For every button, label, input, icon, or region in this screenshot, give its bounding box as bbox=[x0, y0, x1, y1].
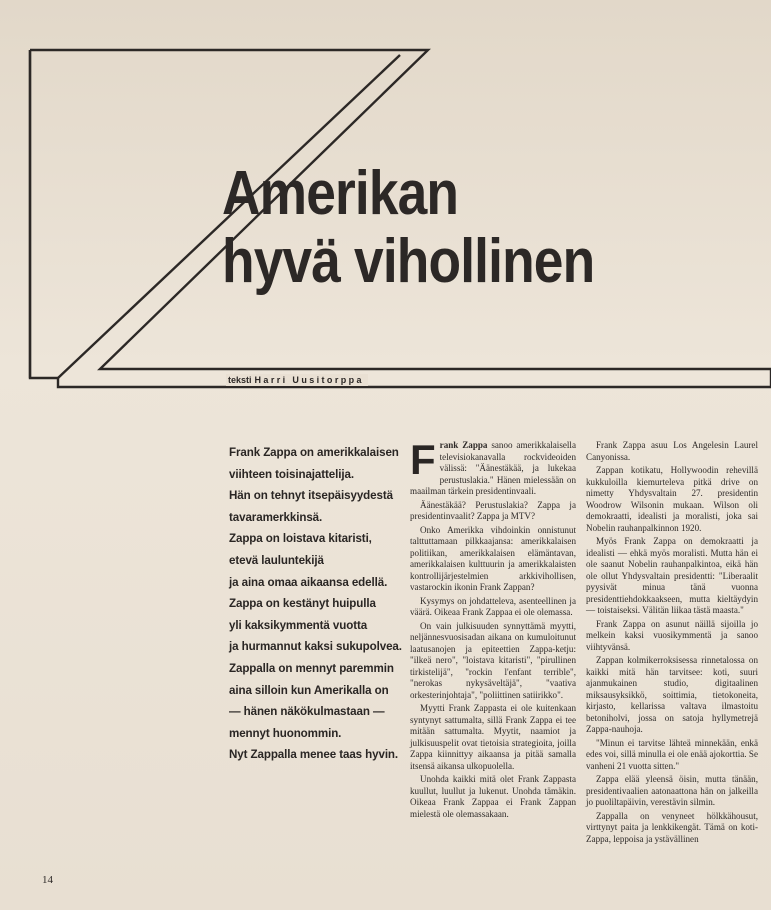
lead-text: sanoo amerikkalaisella televisiokanavalla rockvideoiden välissä: "Äänestäkää, ja lukekaa perustuslakia." Hänen mielessään on maailman tärkein presidentinvaali. bbox=[410, 440, 576, 496]
intro-line: etevä lauluntekijä bbox=[229, 553, 324, 567]
title-line-2: hyvä vihollinen bbox=[222, 227, 595, 296]
byline bbox=[226, 374, 368, 386]
body-paragraph: Myös Frank Zappa on demokraatti ja idealisti — ehkä myös moralisti. Mutta hän ei ole saanut Nobelin rauhanpalkintoa, eikä hän ole ollut Yhdysvaltain presidentti: "Liberaalit pyysivät minua tänä vuonna presidenttiehdokkaakseen, mutta kieltäydyin — toistaiseksi. Välitän liikaa tästä maasta." bbox=[586, 536, 758, 615]
body-paragraph: Myytti Frank Zappasta ei ole kuitenkaan syntynyt sattumalta, sillä Frank Zappa ei tee mitään sattumalta. Myytit, naamiot ja julkisuuspelit ovat tietoisia strategioita, joilla Zappa kiinnittyy aikaansa ja pitää samalla itsensä aikansa ulkopuolella. bbox=[410, 703, 576, 771]
intro-line: tavaramerkkinsä. bbox=[229, 510, 323, 524]
body-paragraph: Frank Zappa asuu Los Angelesin Laurel Canyonissa. bbox=[586, 440, 758, 462]
intro-text bbox=[229, 442, 402, 766]
drop-cap: F bbox=[410, 436, 436, 483]
body-paragraph-lead bbox=[410, 436, 576, 498]
body-column-2 bbox=[586, 440, 758, 845]
title-line-1: Amerikan bbox=[222, 159, 459, 228]
intro-line: viihteen toisinajattelija. bbox=[229, 467, 354, 481]
intro-line: ja aina omaa aikaansa edellä. bbox=[229, 575, 388, 589]
body-paragraph: Zappalla on venyneet hölkkähousut, virttynyt paita ja lenkkikengät. Tämä on koti-Zappa, leppoisa ja ystävällinen bbox=[586, 810, 758, 844]
intro-line: — hänen näkökulmastaan — bbox=[229, 705, 385, 719]
body-paragraph: Zappa elää yleensä öisin, mutta tänään, presidentivaalien aatonaattona hän on jalkeilla jo puoliltapäivin, verestävin silmin. bbox=[586, 774, 758, 807]
body-paragraph: Kysymys on johdatteleva, asenteellinen ja väärä. Oikeaa Frank Zappaa ei ole olemassa. bbox=[410, 595, 576, 617]
intro-line: Hän on tehnyt itsepäisyydestä bbox=[229, 489, 393, 503]
page-number: 14 bbox=[42, 874, 53, 886]
intro-line: yli kaksikymmentä vuotta bbox=[229, 618, 368, 632]
body-column-1 bbox=[410, 436, 576, 820]
intro-line: aina silloin kun Amerikalla on bbox=[229, 683, 389, 697]
article-title bbox=[222, 160, 594, 296]
body-paragraph: Zappan kolmikerroksisessa rinnetalossa on kaikki mitä hän tarvitsee: koti, suuri ajanmukainen studio, digitaalinen miksausyksikkö, soittimia, tietokoneita, kirjasto, kellarissa valtava ilmastoitu betoniholvi, jossa on satoja hyllymetrejä Zappa-nauhoja. bbox=[586, 655, 758, 734]
intro-line: Zappa on kestänyt huipulla bbox=[229, 597, 376, 611]
intro-line: mennyt huonommin. bbox=[229, 726, 342, 740]
body-paragraph: Unohda kaikki mitä olet Frank Zappasta kuullut, luullut ja lukenut. Unohda tämäkin. Oikeaa Frank Zappaa ei Frank Zappan mielestä ole olemassakaan. bbox=[410, 774, 576, 819]
intro-line: ja hurmannut kaksi sukupolvea. bbox=[229, 640, 402, 654]
body-paragraph: Äänestäkää? Perustuslakia? Zappa ja presidentinvaalit? Zappa ja MTV? bbox=[410, 499, 576, 521]
author-name: Harri Uusitorppa bbox=[254, 375, 364, 385]
body-paragraph: Onko Amerikka vihdoinkin onnistunut talttuttamaan pilkkaajansa: amerikkalaisen politiikan, amerikkalaisen elämäntavan, amerikkalaisen kulttuurin ja amerikkalaisten kontrollijärjestelmien arkkivihollisen, vastarockin ikonin Frank Zappan? bbox=[410, 524, 576, 592]
body-paragraph: Zappan kotikatu, Hollywoodin rehevillä kukkuloilla kiemurteleva pitkä drive on nimetty Yhdysvaltain 27. presidentin Woodrow Wilsonin mukaan. Wilson oli demokraatti, idealisti ja moralisti, joka sai Nobelin rauhanpalkinnon 1920. bbox=[586, 465, 758, 533]
intro-line: Zappalla on mennyt paremmin bbox=[229, 661, 394, 675]
body-paragraph: On vain julkisuuden synnyttämä myytti, neljännesvuosisadan aikana on kumuloitunut laatusanojen ja epiteettien Zappa-ketju: "ilkeä nero", "loistava kitaristi", "pirullinen tirkistelijä", "rockin l'enfant terrible", "nerokas nykysäveltäjä", "vaativa orkesterinjohtaja", "poliittinen satiirikko". bbox=[410, 620, 576, 700]
intro-line: Frank Zappa on amerikkalaisen bbox=[229, 446, 399, 459]
body-paragraph: "Minun ei tarvitse lähteä minnekään, enkä edes voi, sillä minulla ei ole enää ajokorttia. Se vanheni 21 vuotta sitten." bbox=[586, 737, 758, 771]
intro-line: Zappa on loistava kitaristi, bbox=[229, 532, 372, 546]
byline-prefix: teksti bbox=[228, 375, 252, 385]
body-paragraph: Frank Zappa on asunut näillä sijoilla jo melkein kaksi vuosikymmentä ja sanoo viihtyvänsä. bbox=[586, 618, 758, 652]
lead-name: rank Zappa bbox=[439, 440, 488, 450]
intro-line: Nyt Zappalla menee taas hyvin. bbox=[229, 748, 399, 762]
